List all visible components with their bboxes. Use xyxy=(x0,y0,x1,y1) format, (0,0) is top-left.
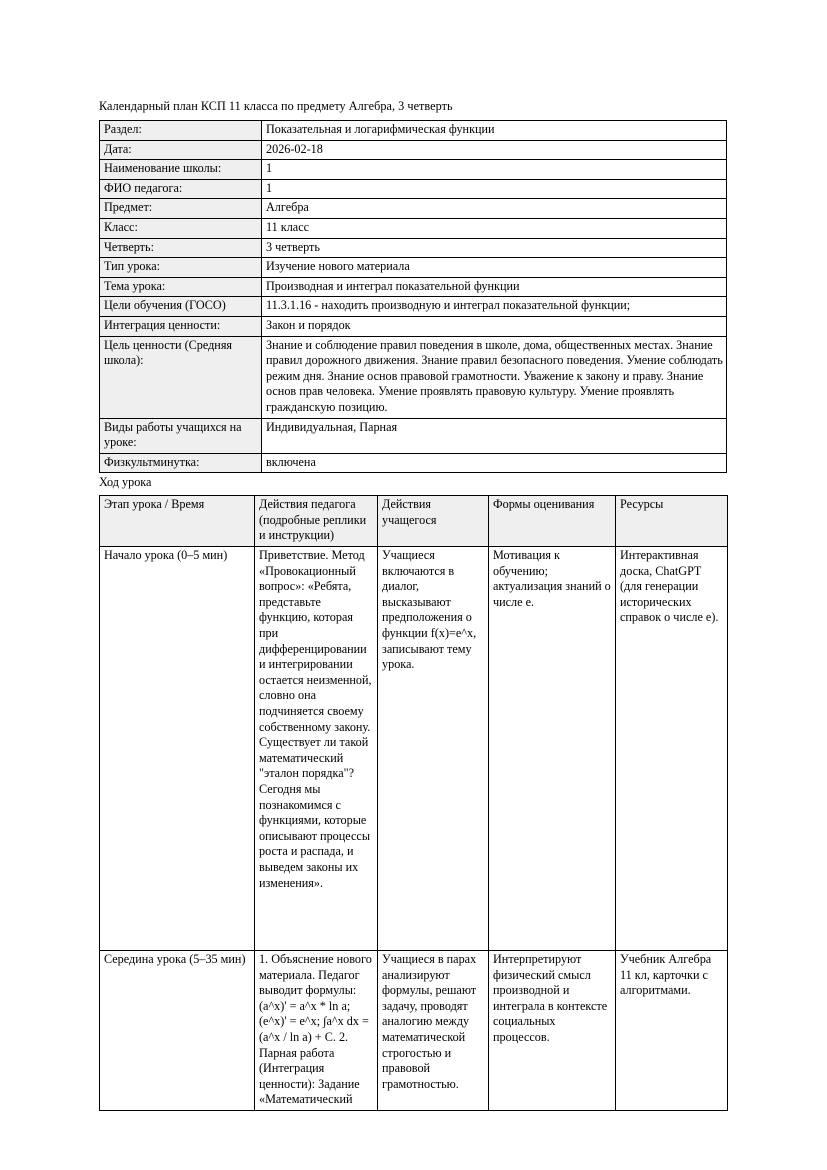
cell-teacher-start: Приветствие. Метод «Провокационный вопрос»: «Ребята, представьте функцию, которая при дифференцировании и интегрировании остается неизменной, словно она подчиняется своему собственному закону. Существует ли такой математический "эталон порядка"? Сегодня мы познакомимся с функциями, которые описывают процессы роста и распада, и выведем законы их изменения». xyxy=(255,547,378,951)
info-label-date: Дата: xyxy=(100,140,262,160)
info-value-physical-break: включена xyxy=(262,453,727,473)
table-row xyxy=(100,179,727,199)
table-row xyxy=(100,297,727,317)
info-value-learning-objectives: 11.3.1.16 - находить производную и интеграл показательной функции; xyxy=(262,297,727,317)
table-row xyxy=(100,277,727,297)
lesson-flow-table-body xyxy=(100,547,728,1111)
table-row xyxy=(100,547,728,951)
info-value-date: 2026-02-18 xyxy=(262,140,727,160)
table-row xyxy=(100,160,727,180)
info-value-lesson-type: Изучение нового материала xyxy=(262,258,727,278)
column-header-student-actions: Действия учащегося xyxy=(378,496,489,547)
table-row xyxy=(100,140,727,160)
cell-stage-start: Начало урока (0–5 мин) xyxy=(100,547,255,951)
info-label-value-integration: Интеграция ценности: xyxy=(100,316,262,336)
column-header-teacher-actions: Действия педагога (подробные реплики и инструкции) xyxy=(255,496,378,547)
table-row xyxy=(100,238,727,258)
column-header-resources: Ресурсы xyxy=(616,496,728,547)
table-row xyxy=(100,258,727,278)
info-value-teacher-name: 1 xyxy=(262,179,727,199)
info-label-school-name: Наименование школы: xyxy=(100,160,262,180)
info-value-value-integration: Закон и порядок xyxy=(262,316,727,336)
section-caption-lesson-flow: Ход урока xyxy=(99,475,152,490)
cell-teacher-middle: 1. Объяснение нового материала. Педагог выводит формулы: (a^x)' = a^x * ln a; (e^x)' = e^x; ∫a^x dx = (a^x / ln a) + C. 2. Парная работа (Интеграция ценности): Задание «Математический xyxy=(255,951,378,1111)
lesson-flow-table xyxy=(99,495,728,1111)
info-value-quarter: 3 четверть xyxy=(262,238,727,258)
table-header-row xyxy=(100,496,728,547)
info-value-work-types: Индивидуальная, Парная xyxy=(262,418,727,453)
info-label-learning-objectives: Цели обучения (ГОСО) xyxy=(100,297,262,317)
table-row xyxy=(100,121,727,141)
lesson-info-table xyxy=(99,120,727,473)
cell-resources-middle: Учебник Алгебра 11 кл, карточки с алгоритмами. xyxy=(616,951,728,1111)
column-header-assessment-forms: Формы оценивания xyxy=(489,496,616,547)
column-header-stage: Этап урока / Время xyxy=(100,496,255,547)
cell-student-start: Учащиеся включаются в диалог, высказывают предположения о функции f(x)=e^x, записывают тему урока. xyxy=(378,547,489,951)
info-label-quarter: Четверть: xyxy=(100,238,262,258)
table-row xyxy=(100,316,727,336)
info-label-physical-break: Физкультминутка: xyxy=(100,453,262,473)
cell-stage-middle: Середина урока (5–35 мин) xyxy=(100,951,255,1111)
lesson-info-table-body xyxy=(100,121,727,473)
info-label-value-goal: Цель ценности (Средняя школа): xyxy=(100,336,262,418)
info-value-lesson-topic: Производная и интеграл показательной функции xyxy=(262,277,727,297)
table-row xyxy=(100,336,727,418)
cell-student-middle: Учащиеся в парах анализируют формулы, решают задачу, проводят аналогию между математической строгостью и правовой грамотностью. xyxy=(378,951,489,1111)
info-label-section: Раздел: xyxy=(100,121,262,141)
info-label-subject: Предмет: xyxy=(100,199,262,219)
cell-assessment-start: Мотивация к обучению; актуализация знаний о числе е. xyxy=(489,547,616,951)
info-label-teacher-name: ФИО педагога: xyxy=(100,179,262,199)
info-label-work-types: Виды работы учащихся на уроке: xyxy=(100,418,262,453)
table-row xyxy=(100,951,728,1111)
info-value-subject: Алгебра xyxy=(262,199,727,219)
cell-assessment-middle: Интерпретируют физический смысл производной и интеграла в контексте социальных процессов. xyxy=(489,951,616,1111)
lesson-flow-table-head xyxy=(100,496,728,547)
cell-resources-start: Интерактивная доска, ChatGPT (для генерации исторических справок о числе е). xyxy=(616,547,728,951)
table-row xyxy=(100,418,727,453)
table-row xyxy=(100,218,727,238)
info-value-school-name: 1 xyxy=(262,160,727,180)
info-value-value-goal: Знание и соблюдение правил поведения в школе, дома, общественных местах. Знание правил дорожного движения. Знание правил безопасного поведения. Умение соблюдать режим дня. Знание основ правовой грамотности. Уважение к закону и праву. Знание основ прав человека. Умение проявлять правовую культуру. Умение проявлять гражданскую позицию. xyxy=(262,336,727,418)
page-title: Календарный план КСП 11 класса по предмету Алгебра, 3 четверть xyxy=(99,99,453,113)
table-row xyxy=(100,453,727,473)
info-label-lesson-topic: Тема урока: xyxy=(100,277,262,297)
info-label-class: Класс: xyxy=(100,218,262,238)
info-value-class: 11 класс xyxy=(262,218,727,238)
info-label-lesson-type: Тип урока: xyxy=(100,258,262,278)
table-row xyxy=(100,199,727,219)
info-value-section: Показательная и логарифмическая функции xyxy=(262,121,727,141)
